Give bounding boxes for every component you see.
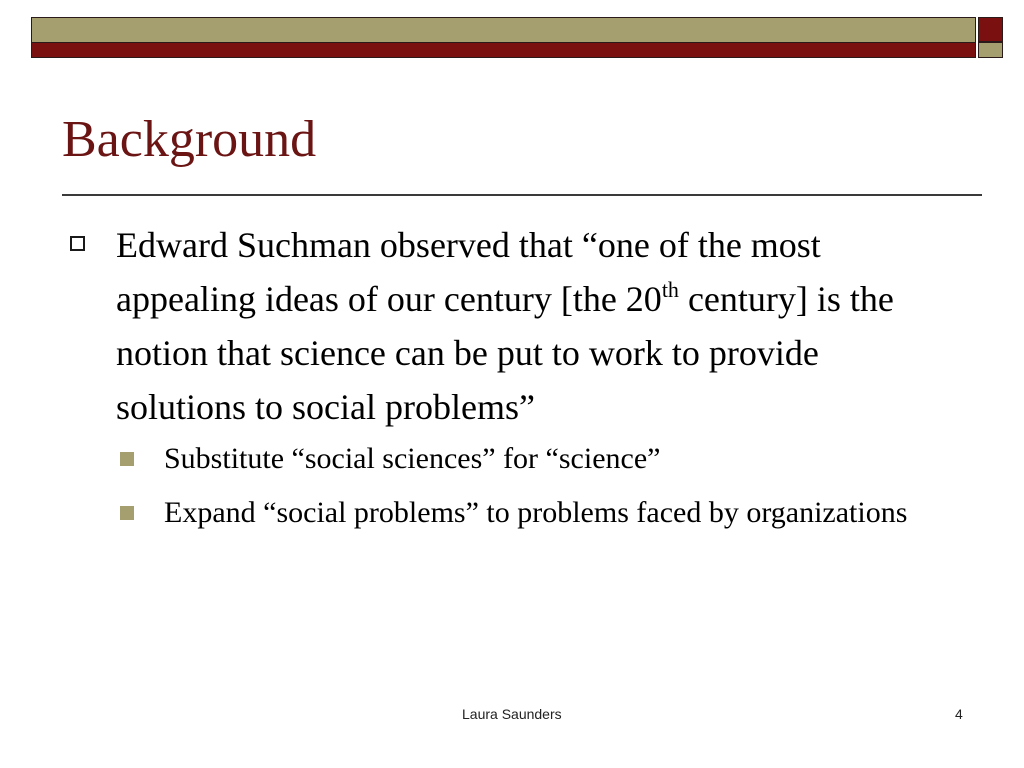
top-bar-maroon-stripe [32, 43, 975, 57]
slide-content [62, 218, 962, 536]
filled-square-bullet-icon [120, 506, 134, 520]
top-bar-olive-stripe [32, 18, 975, 43]
title-divider [62, 194, 982, 196]
footer-author: Laura Saunders [462, 706, 562, 722]
bullet-superscript: th [661, 277, 679, 302]
corner-olive-square [978, 42, 1003, 58]
sub-bullet-text: Substitute “social sciences” for “science” [164, 442, 661, 475]
sub-bullet [62, 436, 924, 482]
footer-page-number: 4 [955, 706, 963, 722]
bullet-text-part-1: Edward Suchman observed that “one of the most appealing ideas of our century [the 20 [116, 225, 821, 319]
bullet-level-1 [62, 218, 946, 434]
filled-square-bullet-icon [120, 452, 134, 466]
corner-maroon-square [978, 17, 1003, 42]
sub-bullet-text: Expand “social problems” to problems faced by organizations [164, 496, 908, 529]
top-decorative-bar [31, 17, 976, 58]
slide-title: Background [62, 111, 317, 168]
sub-bullet [62, 490, 924, 536]
hollow-square-bullet-icon [70, 236, 85, 251]
bullet-text-part-2: century] is the notion that science can be put to work to provide solutions to social problems” [116, 279, 894, 427]
